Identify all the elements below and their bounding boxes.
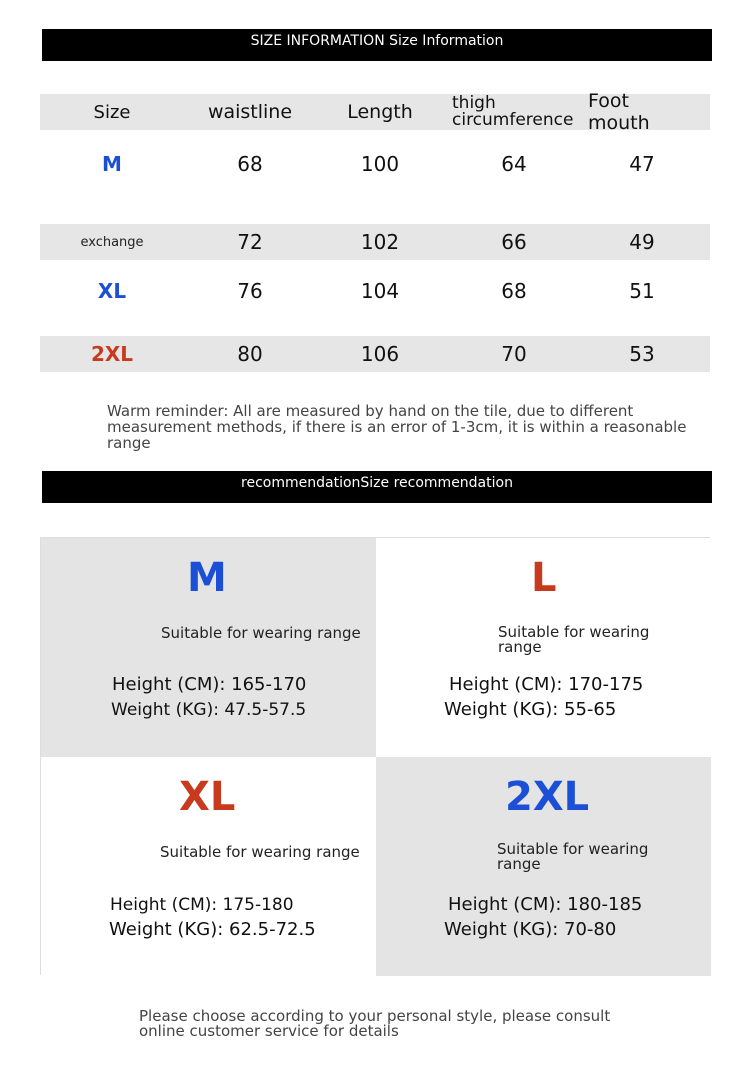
size-information-banner <box>42 29 712 61</box>
header-length: Length <box>347 101 413 123</box>
table-header-row <box>40 90 710 134</box>
table-row <box>40 273 710 309</box>
banner-title: SIZE INFORMATION Size Information <box>250 33 504 49</box>
row-size: exchange <box>80 234 144 250</box>
rec-height: Height (CM): 165-170 <box>112 674 307 695</box>
rec-subtitle: Suitable for wearing range <box>160 843 360 861</box>
row-size: M <box>102 151 122 176</box>
row-foot-mouth: 47 <box>629 151 655 176</box>
row-thigh: 64 <box>501 151 527 176</box>
row-size: 2XL <box>90 342 134 366</box>
rec-weight: Weight (KG): 62.5-72.5 <box>109 919 316 940</box>
rec-card-2xl <box>376 757 711 976</box>
rec-subtitle: Suitable for wearing range <box>498 623 650 656</box>
header-thigh: thigh circumference <box>452 93 574 130</box>
rec-card-l <box>376 538 711 757</box>
rec-size: M <box>187 555 227 601</box>
row-foot-mouth: 51 <box>629 279 655 303</box>
size-table <box>40 90 710 372</box>
row-waistline: 76 <box>237 279 263 303</box>
header-foot-mouth: Foot mouth <box>588 90 650 134</box>
rec-size: 2XL <box>505 774 590 820</box>
rec-card-xl <box>41 757 376 976</box>
header-size: Size <box>93 101 131 123</box>
rec-height: Height (CM): 175-180 <box>110 895 294 915</box>
row-waistline: 68 <box>237 151 263 176</box>
table-row <box>40 130 710 197</box>
rec-weight: Weight (KG): 47.5-57.5 <box>111 700 307 720</box>
row-waistline: 72 <box>237 230 263 254</box>
rec-subtitle: Suitable for wearing range <box>497 840 649 873</box>
footer-note: Please choose according to your personal style, please consult online customer service for details <box>139 1007 611 1040</box>
row-thigh: 68 <box>501 279 527 303</box>
warm-reminder: Warm reminder: All are measured by hand on the tile, due to different measurement methods, if there is an error of 1-3cm, it is within a reasonable range <box>107 402 687 452</box>
row-thigh: 70 <box>501 342 527 366</box>
recommendation-grid <box>40 537 710 975</box>
rec-weight: Weight (KG): 55-65 <box>444 699 617 720</box>
rec-size: XL <box>179 774 236 820</box>
rec-size: L <box>531 555 557 601</box>
row-length: 100 <box>360 151 400 176</box>
header-waistline: waistline <box>207 101 293 123</box>
row-foot-mouth: 53 <box>629 342 655 366</box>
rec-subtitle: Suitable for wearing range <box>161 624 361 642</box>
row-thigh: 66 <box>501 230 527 254</box>
row-length: 104 <box>360 279 400 303</box>
rec-weight: Weight (KG): 70-80 <box>444 919 617 940</box>
row-waistline: 80 <box>237 342 263 366</box>
row-length: 106 <box>360 342 400 366</box>
row-foot-mouth: 49 <box>629 230 655 254</box>
rec-height: Height (CM): 170-175 <box>449 674 644 695</box>
banner-title: recommendationSize recommendation <box>241 475 513 491</box>
rec-height: Height (CM): 180-185 <box>448 894 643 915</box>
row-length: 102 <box>360 230 400 254</box>
table-row <box>40 336 710 372</box>
rec-card-m <box>41 538 376 757</box>
table-row <box>40 224 710 260</box>
size-recommendation-banner <box>42 471 712 503</box>
row-size: XL <box>97 279 127 303</box>
